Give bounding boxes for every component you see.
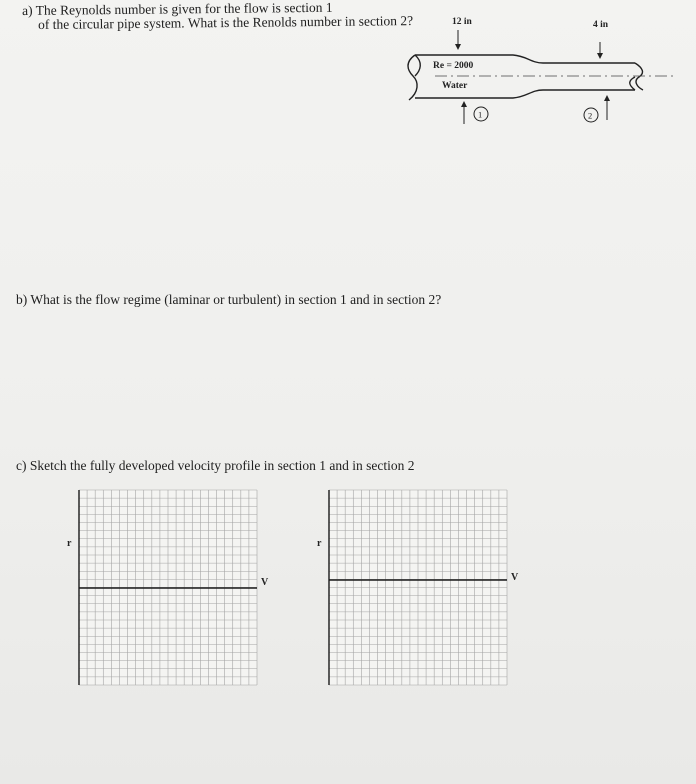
reynolds-label: Re = 2000 bbox=[433, 61, 474, 71]
question-a-line-1: a) The Reynolds number is given for the flow is section 1 bbox=[21, 0, 333, 18]
graph-1-v-label: V bbox=[261, 577, 269, 588]
question-c: c) Sketch the fully developed velocity profile in section 1 and in section 2 bbox=[16, 458, 415, 473]
question-b: b) What is the flow regime (laminar or turbulent) in section 1 and in section 2? bbox=[16, 292, 442, 307]
graph-2-v-label: V bbox=[511, 572, 519, 583]
section-2-label: 2 bbox=[588, 110, 593, 121]
section-1-marker bbox=[461, 101, 488, 124]
pipe-diagram bbox=[395, 10, 675, 130]
diameter-2-arrow bbox=[597, 42, 603, 59]
graph-2-r-label: r bbox=[317, 538, 322, 549]
diameter-1-label: 12 in bbox=[452, 17, 472, 27]
diameter-1-arrow bbox=[455, 30, 461, 50]
question-a-line-2: of the circular pipe system. What is the Renolds number in section 2? bbox=[37, 13, 414, 32]
fluid-label: Water bbox=[442, 81, 468, 91]
graph-1-r-label: r bbox=[67, 538, 72, 549]
velocity-graph-section-1[interactable] bbox=[55, 488, 280, 688]
velocity-graph-section-2[interactable] bbox=[305, 488, 535, 688]
section-1-label: 1 bbox=[478, 109, 483, 120]
diameter-2-label: 4 in bbox=[593, 20, 609, 30]
